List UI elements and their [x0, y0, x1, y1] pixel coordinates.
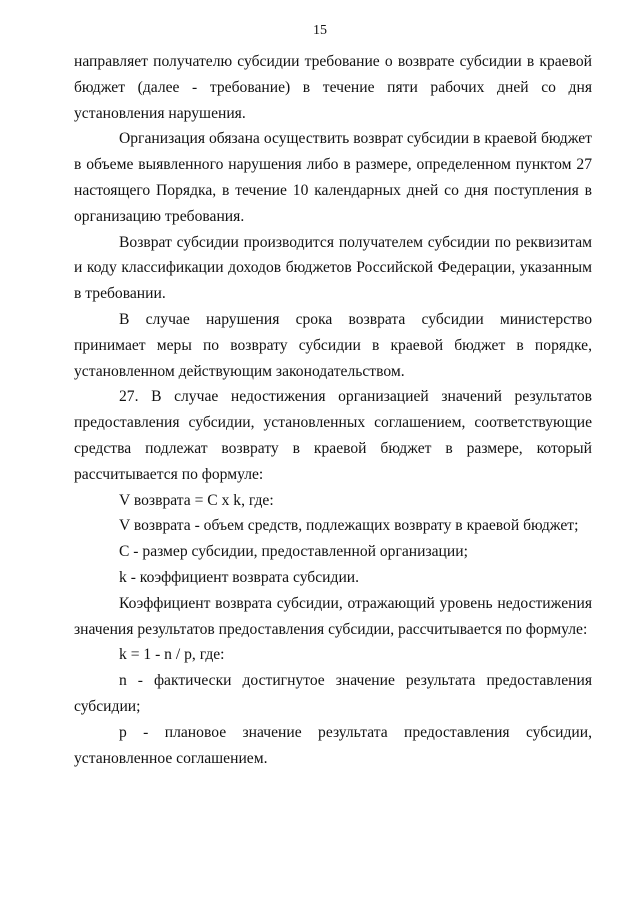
paragraph-return-details: Возврат субсидии производится получателем субсидии по реквизитам и коду классификации доходов бюджетов Российской Федерации, указанным в требовании. [74, 233, 592, 303]
definition-p: p - плановое значение результата предоставления субсидии, установленное соглашением. [74, 723, 592, 767]
document-body [74, 49, 592, 771]
paragraph-coefficient: Коэффициент возврата субсидии, отражающий уровень недостижения значения результатов предоставления субсидии, рассчитывается по формуле: [74, 594, 592, 638]
paragraph-clause-27: 27. В случае недостижения организацией значений результатов предоставления субсидии, установленных соглашением, соответствующие средства подлежат возврату в краевой бюджет в размере, который рассчитывается по формуле: [74, 388, 592, 483]
paragraph-deadline-violation: В случае нарушения срока возврата субсидии министерство принимает меры по возврату субсидии в краевой бюджет в порядке, установленном действующим законодательством. [74, 310, 592, 380]
definition-c: C - размер субсидии, предоставленной организации; [119, 543, 468, 561]
definition-k: k - коэффициент возврата субсидии. [119, 568, 360, 586]
definition-n: n - фактически достигнутое значение результата предоставления субсидии; [74, 672, 592, 715]
formula-k: k = 1 - n / p, где: [119, 646, 225, 664]
formula-v-return: V возврата = C x k, где: [119, 491, 274, 509]
paragraph-return-obligation: Организация обязана осуществить возврат субсидии в краевой бюджет в объеме выявленного нарушения либо в размере, определенном пунктом 27 настоящего Порядка, в течение 10 календарных дней со дня поступления в организацию требования. [74, 130, 592, 225]
page-number: 15 [313, 23, 327, 38]
paragraph-continuation: направляет получателю субсидии требование о возврате субсидии в краевой бюджет (далее - требование) в течение пяти рабочих дней со дня установления нарушения. [74, 53, 592, 122]
definition-v-return: V возврата - объем средств, подлежащих возврату в краевой бюджет; [119, 517, 579, 535]
